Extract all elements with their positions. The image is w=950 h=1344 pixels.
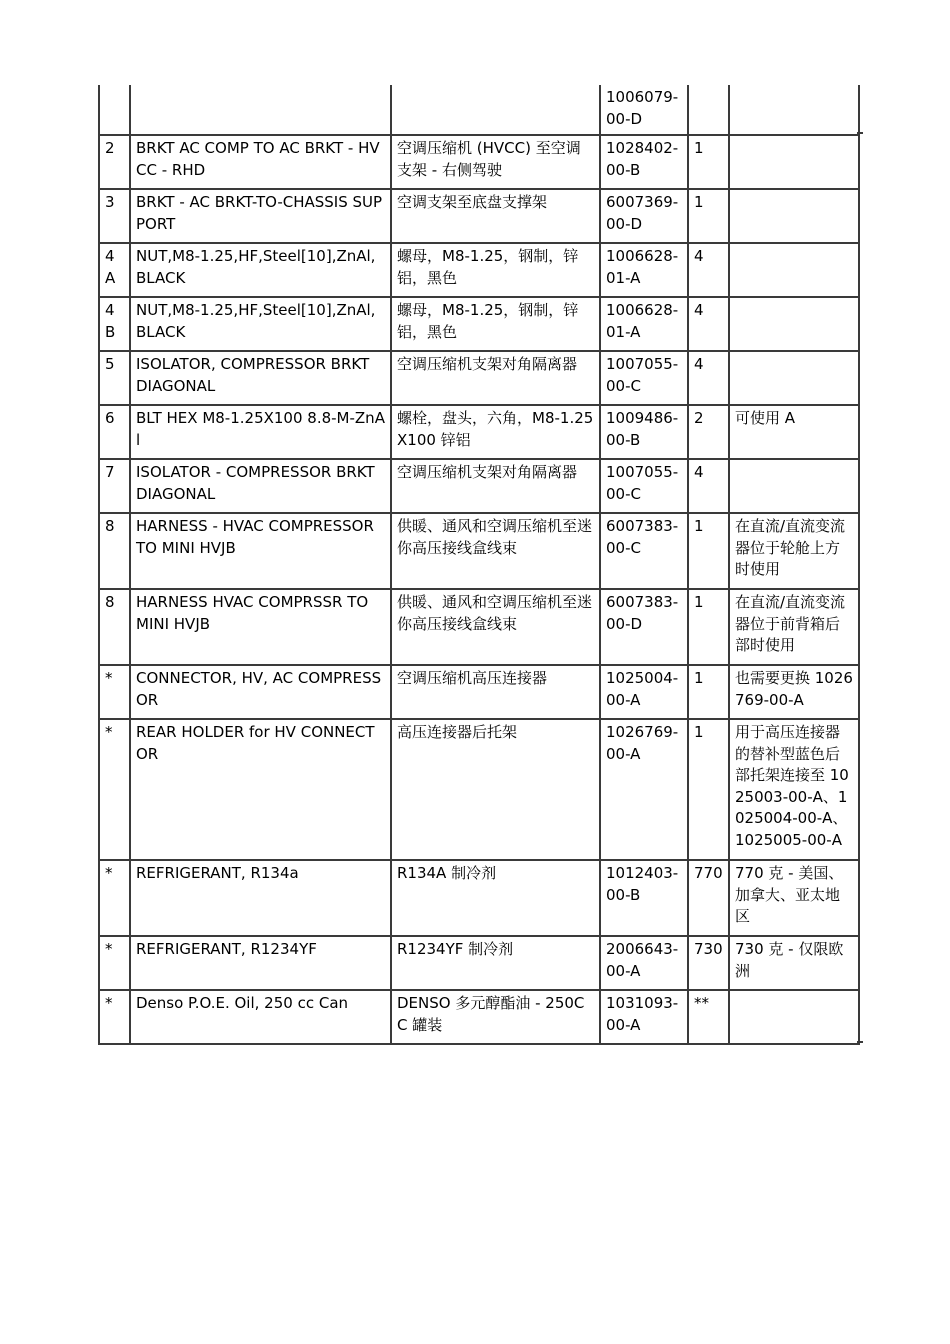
quantity-cell: 1 [688,665,729,719]
quantity-cell: 2 [688,405,729,459]
table-row [99,297,859,351]
description-zh-cell: R1234YF 制冷剂 [391,936,600,990]
description-zh-cell: 供暖、通风和空调压缩机至迷你高压接线盒线束 [391,589,600,665]
quantity-cell: 1 [688,513,729,589]
description-en-cell: HARNESS HVAC COMPRSSR TO MINI HVJB [130,589,391,665]
note-cell [729,459,859,513]
part-number-cell: 2006643-00-A [600,936,688,990]
item-number-cell: 4B [99,297,130,351]
item-number-cell: 7 [99,459,130,513]
part-number-cell: 1007055-00-C [600,351,688,405]
description-en-cell: REFRIGERANT, R1234YF [130,936,391,990]
item-number-cell: * [99,860,130,936]
quantity-cell: 770 [688,860,729,936]
table-row [99,85,859,135]
table-row [99,405,859,459]
quantity-cell: 1 [688,189,729,243]
description-en-cell: ISOLATOR, COMPRESSOR BRKT DIAGONAL [130,351,391,405]
part-number-cell: 1012403-00-B [600,860,688,936]
note-cell: 也需要更换 1026769-00-A [729,665,859,719]
table-row [99,589,859,665]
note-cell [729,351,859,405]
item-number-cell: * [99,719,130,860]
table-row [99,936,859,990]
item-number-cell: 8 [99,513,130,589]
table-row [99,719,859,860]
part-number-cell: 1009486-00-B [600,405,688,459]
description-en-cell: BRKT AC COMP TO AC BRKT - HVCC - RHD [130,135,391,189]
table-edge-tick-top [857,132,863,134]
description-zh-cell: DENSO 多元醇酯油 - 250CC 罐装 [391,990,600,1044]
note-cell [729,990,859,1044]
quantity-cell: 4 [688,243,729,297]
table-row [99,990,859,1044]
description-en-cell: CONNECTOR, HV, AC COMPRESSOR [130,665,391,719]
description-en-cell: HARNESS - HVAC COMPRESSOR TO MINI HVJB [130,513,391,589]
description-en-cell: ISOLATOR - COMPRESSOR BRKT DIAGONAL [130,459,391,513]
item-number-cell: 8 [99,589,130,665]
quantity-cell: 4 [688,459,729,513]
item-number-cell [99,85,130,135]
description-en-cell: Denso P.O.E. Oil, 250 cc Can [130,990,391,1044]
description-zh-cell: 螺母，M8-1.25，钢制，锌铝，黑色 [391,297,600,351]
note-cell: 730 克 - 仅限欧洲 [729,936,859,990]
table-row [99,351,859,405]
table-row [99,513,859,589]
note-cell: 用于高压连接器的替补型蓝色后部托架连接至 1025003-00-A、1025004-00-A、1025005-00-A [729,719,859,860]
parts-table [98,85,860,1045]
table-row [99,189,859,243]
quantity-cell: 730 [688,936,729,990]
note-cell: 770 克 - 美国、加拿大、亚太地区 [729,860,859,936]
description-zh-cell: 空调压缩机支架对角隔离器 [391,351,600,405]
part-number-cell: 6007369-00-D [600,189,688,243]
description-zh-cell: 空调支架至底盘支撑架 [391,189,600,243]
item-number-cell: * [99,990,130,1044]
table-row [99,135,859,189]
item-number-cell: 3 [99,189,130,243]
table-edge-tick-bottom [857,1041,863,1043]
quantity-cell [688,85,729,135]
note-cell: 在直流/直流变流器位于前背箱后部时使用 [729,589,859,665]
description-en-cell: NUT,M8-1.25,HF,Steel[10],ZnAl,BLACK [130,297,391,351]
quantity-cell: 1 [688,719,729,860]
description-en-cell: BRKT - AC BRKT-TO-CHASSIS SUPPORT [130,189,391,243]
table-row [99,860,859,936]
description-en-cell: BLT HEX M8-1.25X100 8.8-M-ZnAl [130,405,391,459]
note-cell: 在直流/直流变流器位于轮舱上方时使用 [729,513,859,589]
description-zh-cell: 空调压缩机高压连接器 [391,665,600,719]
description-zh-cell: 螺栓，盘头，六角，M8-1.25X100 锌铝 [391,405,600,459]
part-number-cell: 1007055-00-C [600,459,688,513]
part-number-cell: 1006079-00-D [600,85,688,135]
table-row [99,243,859,297]
description-zh-cell: 高压连接器后托架 [391,719,600,860]
description-en-cell: NUT,M8-1.25,HF,Steel[10],ZnAl,BLACK [130,243,391,297]
description-en-cell: REFRIGERANT, R134a [130,860,391,936]
item-number-cell: 6 [99,405,130,459]
table-row [99,665,859,719]
quantity-cell: 4 [688,351,729,405]
note-cell [729,189,859,243]
part-number-cell: 1031093-00-A [600,990,688,1044]
item-number-cell: 5 [99,351,130,405]
item-number-cell: 2 [99,135,130,189]
item-number-cell: * [99,936,130,990]
description-zh-cell: 供暖、通风和空调压缩机至迷你高压接线盒线束 [391,513,600,589]
note-cell [729,85,859,135]
note-cell [729,297,859,351]
description-zh-cell: R134A 制冷剂 [391,860,600,936]
quantity-cell: 4 [688,297,729,351]
item-number-cell: * [99,665,130,719]
part-number-cell: 6007383-00-C [600,513,688,589]
note-cell [729,135,859,189]
note-cell: 可使用 A [729,405,859,459]
quantity-cell: ** [688,990,729,1044]
quantity-cell: 1 [688,135,729,189]
description-zh-cell: 空调压缩机 (HVCC) 至空调支架 - 右侧驾驶 [391,135,600,189]
item-number-cell: 4A [99,243,130,297]
description-zh-cell: 螺母，M8-1.25，钢制，锌铝，黑色 [391,243,600,297]
part-number-cell: 6007383-00-D [600,589,688,665]
description-en-cell: REAR HOLDER for HV CONNECTOR [130,719,391,860]
table-row [99,459,859,513]
parts-table-body [99,85,859,1044]
part-number-cell: 1026769-00-A [600,719,688,860]
description-zh-cell: 空调压缩机支架对角隔离器 [391,459,600,513]
quantity-cell: 1 [688,589,729,665]
part-number-cell: 1028402-00-B [600,135,688,189]
description-zh-cell [391,85,600,135]
part-number-cell: 1025004-00-A [600,665,688,719]
description-en-cell [130,85,391,135]
part-number-cell: 1006628-01-A [600,297,688,351]
part-number-cell: 1006628-01-A [600,243,688,297]
note-cell [729,243,859,297]
